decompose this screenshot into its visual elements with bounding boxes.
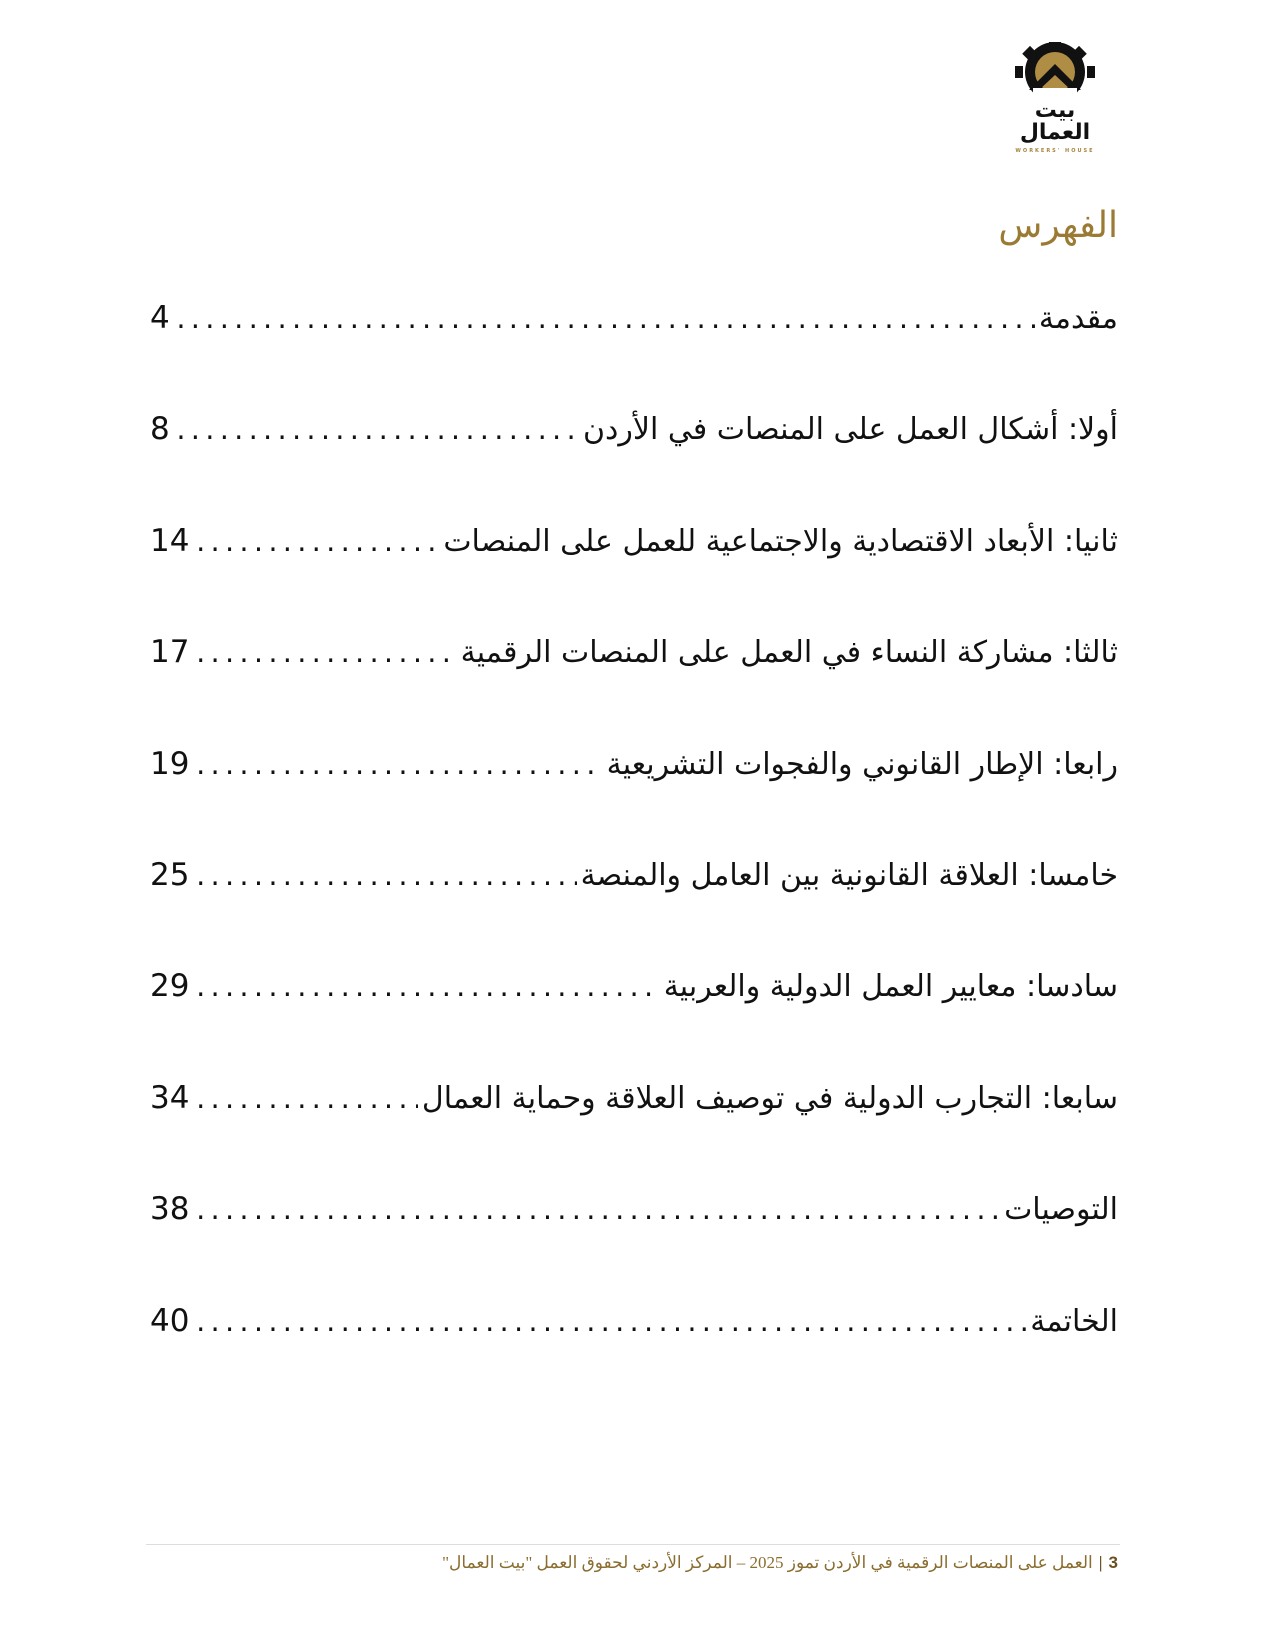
toc-label: ثانيا: الأبعاد الاقتصادية والاجتماعية للعمل على المنصات [443,523,1118,559]
toc-entry[interactable] [150,857,1118,968]
toc-label: أولا: أشكال العمل على المنصات في الأردن [582,412,1118,448]
footer-text: العمل على المنصات الرقمية في الأردن تموز 2025 – المركز الأردني لحقوق العمل "بيت العمال" [442,1553,1093,1572]
dot-leader [193,1309,1026,1337]
dot-leader [193,974,659,1002]
toc-page: 19 [150,745,190,782]
toc-label: مقدمة [1038,301,1118,336]
page-footer [442,1553,1118,1573]
toc-page: 29 [150,968,190,1005]
toc-label: ثالثا: مشاركة النساء في العمل على المنصات الرقمية [460,635,1118,671]
toc-entry[interactable] [150,634,1118,745]
dot-leader [193,529,439,557]
toc-entry[interactable] [150,1080,1118,1191]
gear-house-icon [1015,42,1095,100]
dot-leader [174,417,579,445]
toc-label: الخاتمة [1030,1303,1118,1339]
toc-label: سادسا: معايير العمل الدولية والعربية [663,969,1118,1005]
logo-english: WORKERS' HOUSE [1015,148,1095,154]
toc-entry[interactable] [150,746,1118,857]
toc-label: خامسا: العلاقة القانونية بين العامل والمنصة [580,857,1118,893]
dot-leader [193,752,602,780]
dot-leader [174,306,1035,334]
logo-arabic-line1: بيت [1034,98,1076,123]
dot-leader [193,863,576,891]
dot-leader [193,1086,417,1114]
toc-page: 40 [150,1302,190,1339]
toc-label: رابعا: الإطار القانوني والفجوات التشريعية [606,746,1118,782]
workers-house-logo [1005,42,1105,162]
toc-entry[interactable] [150,523,1118,634]
toc-label: سابعا: التجارب الدولية في توصيف العلاقة وحماية العمال [421,1080,1118,1116]
footer-separator: | [1098,1553,1103,1572]
toc-entry[interactable] [150,1191,1118,1302]
toc-entry[interactable] [150,411,1118,522]
toc-page: 17 [150,634,190,671]
dot-leader [193,640,456,668]
toc-entry[interactable] [150,1303,1118,1414]
page-title: الفهرس [998,205,1118,246]
toc-page: 38 [150,1191,190,1228]
toc-page: 4 [150,300,170,336]
toc-page: 34 [150,1079,190,1116]
footer-divider [146,1544,1120,1545]
toc-entry[interactable] [150,300,1118,411]
toc-page: 25 [150,856,190,893]
table-of-contents [150,300,1118,1414]
footer-page-number: 3 [1108,1553,1118,1572]
toc-page: 14 [150,522,190,559]
dot-leader [193,1197,1000,1225]
toc-page: 8 [150,411,170,448]
logo-arabic-line2: العمال [1019,120,1091,145]
toc-label: التوصيات [1004,1192,1118,1228]
toc-entry[interactable] [150,968,1118,1079]
